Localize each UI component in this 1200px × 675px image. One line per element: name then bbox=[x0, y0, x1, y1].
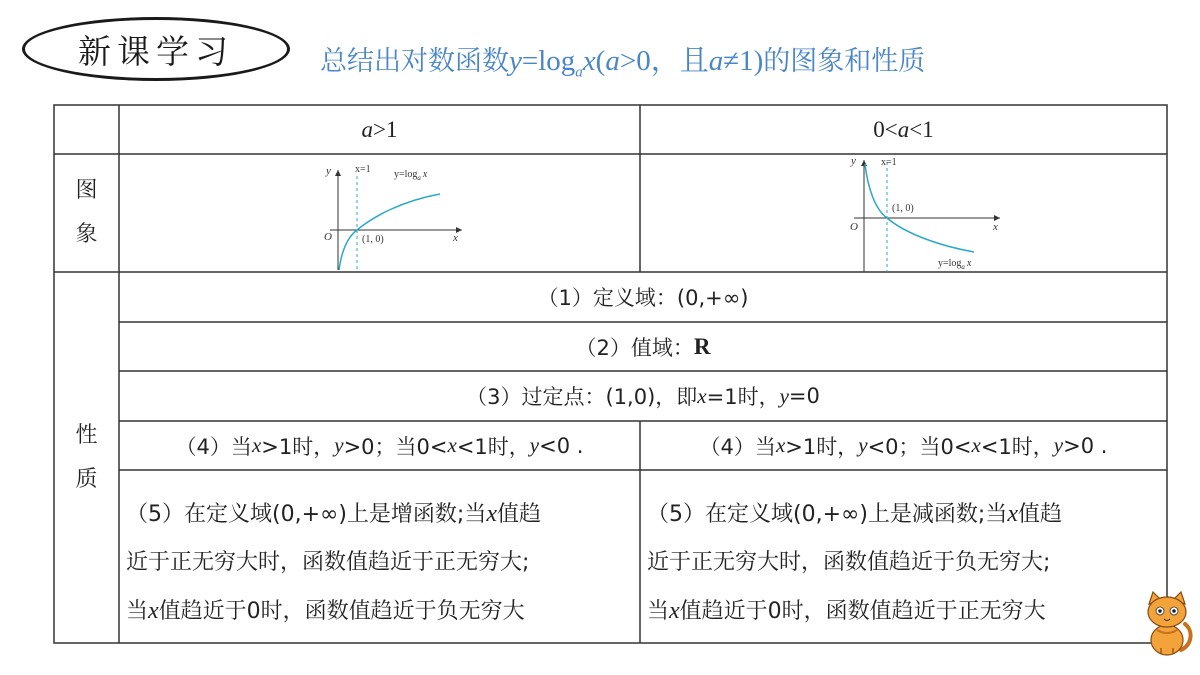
property-sign-a-gt-1: （4）当 x >1时， y >0；当0< x <1时， y <0 . bbox=[175, 433, 584, 459]
property-monotonic-a-gt-1: （5）在定义域(0,+∞)上是增函数;当x值趋 近于正无穷大时，函数值趋近于正无穷大; 当x值趋近于0时，函数值趋近于负无穷大 bbox=[126, 501, 541, 624]
property-range: （2）值域： R bbox=[575, 333, 711, 360]
graph1-origin: O bbox=[324, 231, 332, 243]
log-graph-increasing bbox=[312, 156, 472, 272]
graph1-curve-label: $y=\log_a$ x bbox=[394, 169, 428, 182]
graph2-point-label: (1, 0) bbox=[892, 203, 914, 214]
property-fixed-point: （3）过定点：(1,0)，即 x =1时， y =0 bbox=[466, 383, 820, 409]
page-title: 总结出对数函数$y=\log_ax(a>0$，且a≠1)的图象和性质 bbox=[320, 45, 926, 81]
graph1-point-label: (1, 0) bbox=[362, 234, 384, 245]
graph2-curve-label: $y=\log_a$ x bbox=[938, 258, 972, 271]
row-label-properties: 性 质 bbox=[75, 422, 98, 492]
cat-mascot-icon bbox=[1141, 590, 1193, 658]
property-domain: （1）定义域：(0,+∞) bbox=[537, 286, 749, 310]
curve-log-a-gt-1 bbox=[339, 194, 440, 270]
graph2-origin: O bbox=[850, 221, 858, 233]
header-a-lt-1: 0< a <1 bbox=[873, 116, 934, 142]
property-sign-a-lt-1: （4）当 x >1时， y <0；当0< x <1时， y >0 . bbox=[699, 433, 1108, 459]
graph1-line-label: x=1 bbox=[355, 164, 371, 175]
header-a-gt-1: a >1 bbox=[361, 116, 398, 142]
graph2-x-label: x bbox=[993, 221, 998, 233]
badge-label: 新课学习 bbox=[78, 31, 234, 71]
graph1-x-label: x bbox=[453, 232, 458, 244]
row-label-graph: 图 象 bbox=[75, 178, 98, 247]
lesson-badge bbox=[22, 17, 290, 81]
curve-log-a-lt-1 bbox=[865, 164, 974, 252]
graph2-y-label: y bbox=[851, 155, 856, 167]
log-graph-decreasing bbox=[840, 154, 1010, 272]
graph2-line-label: x=1 bbox=[881, 157, 897, 168]
property-monotonic-a-lt-1: （5）在定义域(0,+∞)上是减函数;当x值趋 近于正无穷大时，函数值趋近于负无穷大; 当x值趋近于0时，函数值趋近于正无穷大 bbox=[647, 501, 1062, 624]
graph1-y-label: y bbox=[326, 165, 331, 177]
